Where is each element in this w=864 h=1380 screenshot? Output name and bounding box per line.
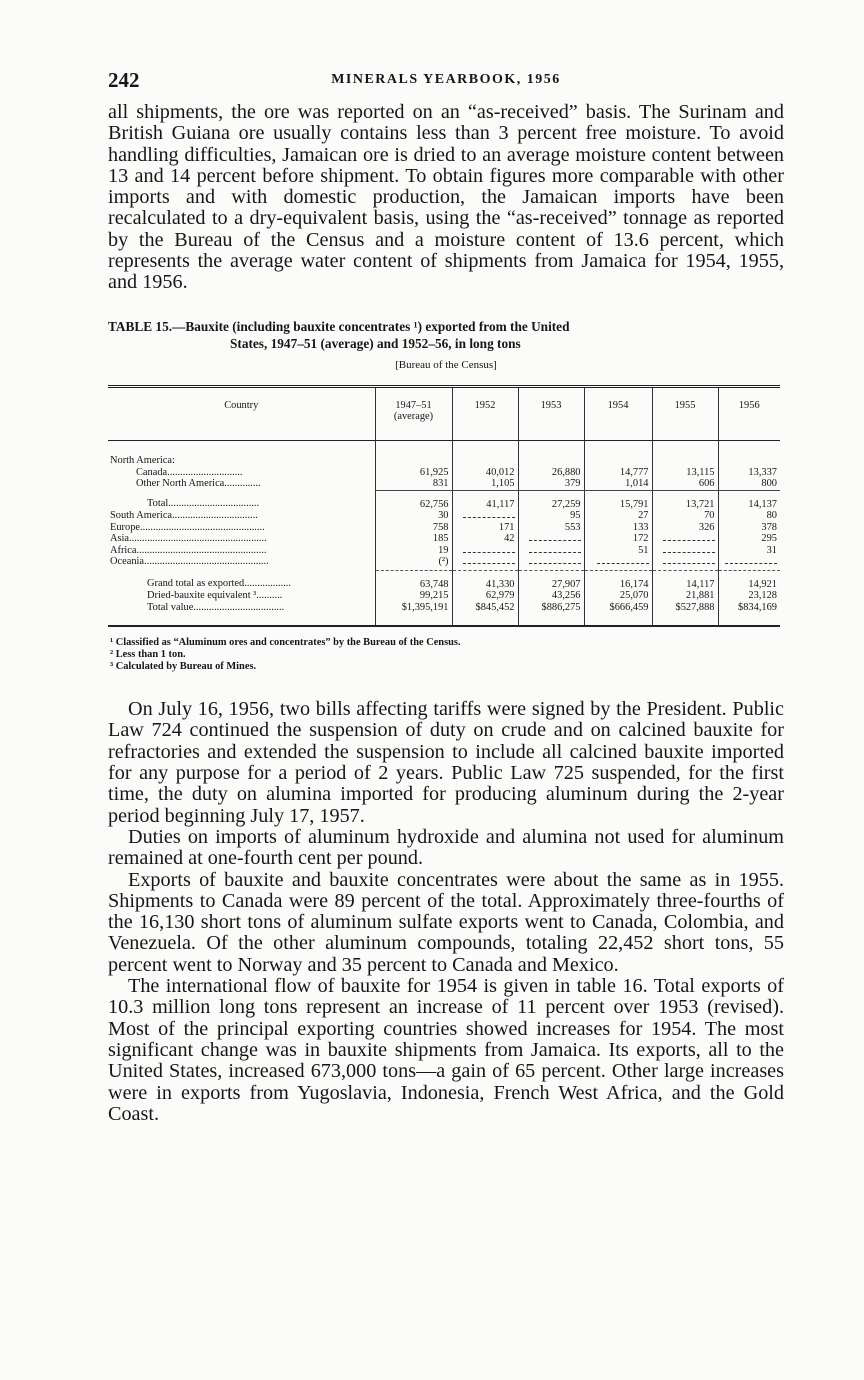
row-label: Total................................... [147, 498, 260, 510]
table-row-canada [108, 467, 780, 479]
cell-empty [652, 556, 718, 570]
cell-empty [718, 556, 780, 570]
table-source: [Bureau of the Census] [395, 358, 497, 371]
page-number: 242 [108, 68, 140, 92]
footnote-1: ¹ Classified as “Aluminum ores and concentrates” by the Bureau of the Census. [110, 637, 461, 649]
cell: 133 [584, 522, 652, 534]
cell: 25,070 [584, 590, 652, 602]
cell: 99,215 [375, 590, 452, 602]
cell: 831 [375, 478, 452, 490]
cell: 23,128 [718, 590, 780, 602]
cell: 62,756 [375, 490, 452, 510]
cell: 15,791 [584, 490, 652, 510]
cell-empty [452, 510, 518, 522]
row-label: Oceania................................................ [110, 556, 269, 568]
cell: 758 [375, 522, 452, 534]
cell: $1,395,191 [375, 602, 452, 627]
paragraph-tariffs: On July 16, 1956, two bills affecting tariffs were signed by the President. Public Law 724 continued the suspension of duty on crude and on calcined bauxite for refractories and extended the suspension to include all calcined bauxite imported for any purpose for a period of 2 years. Public Law 725 suspended, for the first time, the duty on alumina imported for producing aluminum during the 2-year period beginning July 17, 1957. [108, 698, 784, 827]
cell: 553 [518, 522, 584, 534]
table-row-south-america [108, 510, 780, 522]
footnote-3: ³ Calculated by Bureau of Mines. [110, 661, 257, 673]
paragraph-international-flow: The international flow of bauxite for 1954 is given in table 16. Total exports of 10.3 million long tons represent an increase of 11 percent over 1953 (revised). Most of the principal exporting countries showed increases for 1954. The most significant change was in bauxite shipments from Jamaica. Its exports, all to the United States, increased 673,000 tons—a gain of 65 percent. Other large increases were in exports from Yugoslavia, Indonesia, French West Africa, and the Gold Coast. [108, 975, 784, 1125]
cell: 14,117 [652, 570, 718, 590]
cell: 172 [584, 533, 652, 545]
row-label: South America................................. [110, 510, 258, 522]
table-header-row [108, 386, 780, 441]
header-1954: 1954 [584, 386, 652, 441]
cell: (²) [375, 556, 452, 570]
cell: 30 [375, 510, 452, 522]
cell: 40,012 [452, 467, 518, 479]
header-1955: 1955 [652, 386, 718, 441]
row-label: North America: [110, 455, 175, 467]
paragraph-exports: Exports of bauxite and bauxite concentrates were about the same as in 1955. Shipments to Canada were 89 percent of the total. Approximately three-fourths of the 16,130 short tons of aluminum sulfate exports went to Canada, Colombia, and Venezuela. Of the other aluminum compounds, totaling 22,452 short tons, 55 percent went to Norway and 35 percent to Canada and Mexico. [108, 868, 784, 976]
cell: $527,888 [652, 602, 718, 627]
cell: 61,925 [375, 467, 452, 479]
intro-paragraph: all shipments, the ore was reported on an “as-received” basis. The Surinam and British Guiana ore usually contains less than 3 percent free moisture. To avoid handling difficulties, Jamaican ore is dried to an average moisture content between 13 and 14 percent before shipment. To obtain figures more comparable with other imports and with domestic production, the Jamaican imports have been recalculated to a dry-equivalent basis, using the “as-received” tonnage as reported by the Bureau of the Census and a moisture content of 13.6 percent, which represents the average water content of shipments from Jamaica for 1954, 1955, and 1956. [108, 101, 784, 294]
cell-empty [518, 545, 584, 557]
table-caption [108, 318, 784, 352]
cell-empty [652, 545, 718, 557]
cell: 13,721 [652, 490, 718, 510]
table-row-europe [108, 522, 780, 534]
header-1956: 1956 [718, 386, 780, 441]
table-row-north-america [108, 441, 780, 467]
table-row-total [108, 490, 780, 510]
header-1953: 1953 [518, 386, 584, 441]
cell: 62,979 [452, 590, 518, 602]
cell: 19 [375, 545, 452, 557]
table-caption-line1: TABLE 15.—Bauxite (including bauxite concentrates ¹) exported from the United [108, 318, 570, 334]
cell-empty [518, 556, 584, 570]
cell: 27,259 [518, 490, 584, 510]
page [108, 62, 784, 1125]
bauxite-export-table [108, 385, 780, 628]
cell: 41,330 [452, 570, 518, 590]
table-row-total-value [108, 602, 780, 627]
cell: 43,256 [518, 590, 584, 602]
running-title: MINERALS YEARBOOK, 1956 [331, 72, 561, 87]
cell: 14,777 [584, 467, 652, 479]
row-label: Asia..................................................... [110, 533, 267, 545]
cell: 295 [718, 533, 780, 545]
row-label: Other North America.............. [136, 478, 261, 490]
row-label: Total value................................... [108, 602, 375, 627]
table-row-dried-bauxite [108, 590, 780, 602]
cell: $834,169 [718, 602, 780, 627]
cell: 27 [584, 510, 652, 522]
cell-empty [452, 545, 518, 557]
paragraph-duties: Duties on imports of aluminum hydroxide and alumina not used for aluminum remained at one-fourth cent per pound. [108, 825, 784, 870]
footnote-2: ² Less than 1 ton. [110, 649, 186, 661]
cell: 800 [718, 478, 780, 490]
page-header [108, 62, 784, 102]
cell: $845,452 [452, 602, 518, 627]
row-label: Europe................................................ [110, 521, 265, 533]
cell: $666,459 [584, 602, 652, 627]
cell: 16,174 [584, 570, 652, 590]
table-row-oceania [108, 556, 780, 570]
cell: 41,117 [452, 490, 518, 510]
header-1947-51 [375, 386, 452, 441]
cell: 14,137 [718, 490, 780, 510]
cell: 70 [652, 510, 718, 522]
cell: 63,748 [375, 570, 452, 590]
row-label: Grand total as exported.................. [147, 578, 291, 590]
cell: 185 [375, 533, 452, 545]
header-1947-51-line2: (average) [393, 411, 434, 423]
table-row-grand-total [108, 570, 780, 590]
cell: 1,014 [584, 478, 652, 490]
cell-empty [584, 556, 652, 570]
cell: 378 [718, 522, 780, 534]
cell: $886,275 [518, 602, 584, 627]
cell: 31 [718, 545, 780, 557]
cell: 379 [518, 478, 584, 490]
row-label: Africa.................................................. [110, 544, 267, 556]
cell: 80 [718, 510, 780, 522]
row-label: Dried-bauxite equivalent ³.......... [147, 590, 283, 602]
cell: 13,337 [718, 467, 780, 479]
cell: 13,115 [652, 467, 718, 479]
table-caption-line2: States, 1947–51 (average) and 1952–56, in long tons [230, 335, 521, 351]
cell-empty [452, 556, 518, 570]
cell: 606 [652, 478, 718, 490]
table-row-other-north-america [108, 478, 780, 490]
cell: 14,921 [718, 570, 780, 590]
header-1947-51-line1: 1947–51 [395, 399, 432, 411]
table-footnotes [110, 637, 784, 673]
cell: 42 [452, 533, 518, 545]
cell: 326 [652, 522, 718, 534]
cell: 26,880 [518, 467, 584, 479]
cell: 95 [518, 510, 584, 522]
row-label: Canada............................. [136, 466, 243, 478]
table-row-africa [108, 545, 780, 557]
cell: 21,881 [652, 590, 718, 602]
cell: 51 [584, 545, 652, 557]
header-1952: 1952 [452, 386, 518, 441]
table-row-asia [108, 533, 780, 545]
cell: 27,907 [518, 570, 584, 590]
header-country: Country [108, 386, 375, 441]
cell: 1,105 [452, 478, 518, 490]
cell-empty [518, 533, 584, 545]
cell: 171 [452, 522, 518, 534]
cell-empty [652, 533, 718, 545]
